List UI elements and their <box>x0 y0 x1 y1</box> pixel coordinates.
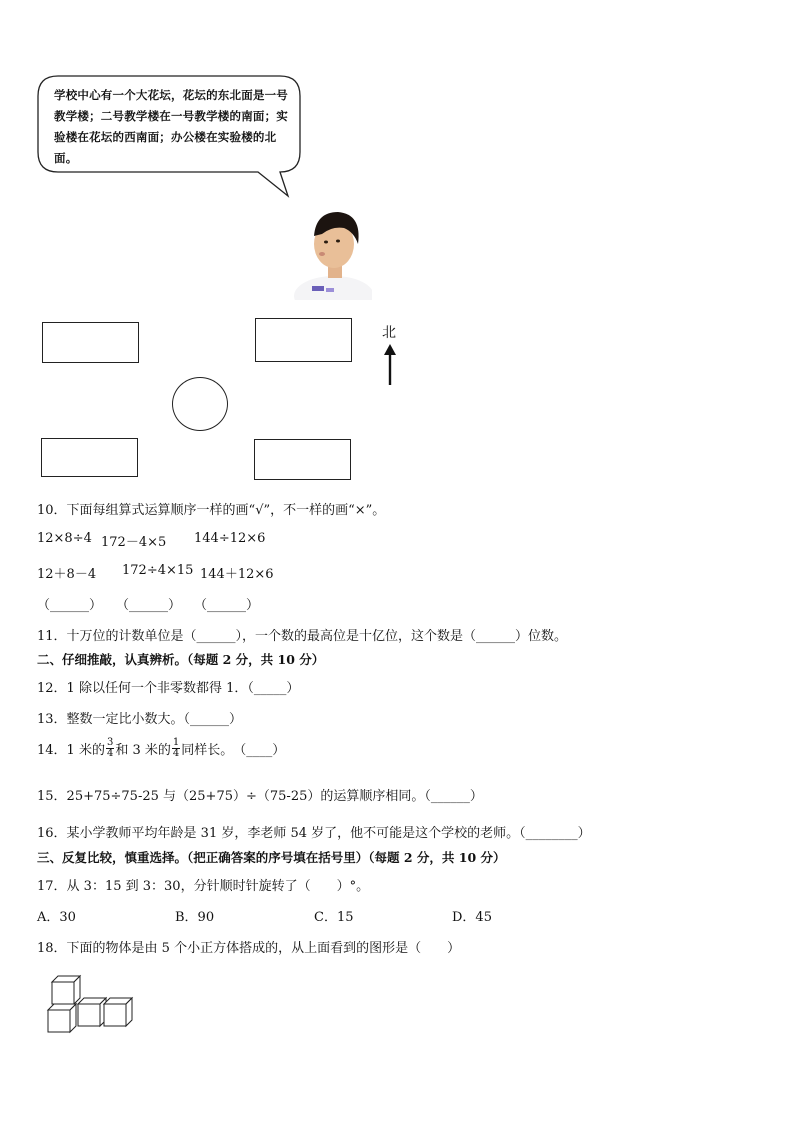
q17-option-c[interactable]: C．15 <box>314 910 354 925</box>
q17-text: 17．从 3：15 到 3：30，分针顺时针旋转了（ ）°。 <box>37 879 370 894</box>
building-box-northeast <box>255 318 352 362</box>
q10-row2-expr3: 144＋12×6 <box>200 567 274 582</box>
q10-row1-expr2: 172－4×5 <box>101 535 167 550</box>
q17-option-b[interactable]: B．90 <box>175 910 215 925</box>
q14-prefix: 14．1 米的 <box>37 743 105 758</box>
q10-blank-2[interactable]: （______） <box>116 598 182 613</box>
q10-row2-expr2: 172÷4×15 <box>122 563 194 578</box>
building-box-southwest <box>41 438 138 477</box>
q15-text: 15．25+75÷75-25 与（25+75）÷（75-25）的运算顺序相同。（______） <box>37 789 483 804</box>
cube-stack-figure <box>44 972 138 1038</box>
q14-fraction-2 <box>172 738 180 759</box>
building-box-northwest <box>42 322 139 363</box>
q10-row1-expr3: 144÷12×6 <box>194 531 266 546</box>
q14-suffix: 同样长。 （____） <box>181 743 286 758</box>
q10-blank-1[interactable]: （______） <box>37 598 103 613</box>
q18-text: 18．下面的物体是由 5 个小正方体搭成的，从上面看到的图形是（ ） <box>37 941 461 956</box>
q13-text: 13．整数一定比小数大。（______） <box>37 712 243 727</box>
q14-frac1-denominator: 4 <box>106 748 114 759</box>
q10-row1-expr1: 12×8÷4 <box>37 531 92 546</box>
q10-text: 10．下面每组算式运算顺序一样的画“√”，不一样的画“×”。 <box>37 503 386 518</box>
q16-text: 16．某小学教师平均年龄是 31 岁，李老师 54 岁了，他不可能是这个学校的老师。（________） <box>37 826 591 841</box>
q14-line <box>37 738 285 759</box>
q11-text: 11．十万位的计数单位是（______），一个数的最高位是十亿位，这个数是（______）位数。 <box>37 629 568 644</box>
q10-blank-3[interactable]: （______） <box>194 598 260 613</box>
section-3-title: 三、反复比较，慎重选择。（把正确答案的序号填在括号里）（每题 2 分，共 10 分） <box>37 850 506 865</box>
q17-option-d[interactable]: D．45 <box>452 910 492 925</box>
north-label: 北 <box>382 325 396 341</box>
q14-frac2-numerator: 1 <box>172 737 180 748</box>
speech-bubble-text: 学校中心有一个大花坛，花坛的东北面是一号教学楼；二号教学楼在一号教学楼的南面；实验楼在花坛的西南面；办公楼在实验楼的北面。 <box>54 88 288 165</box>
q14-middle: 和 3 米的 <box>115 743 171 758</box>
q17-option-a[interactable]: A．30 <box>37 910 76 925</box>
north-arrow-icon <box>383 344 397 386</box>
section-2-title: 二、仔细推敲，认真辨析。（每题 2 分，共 10 分） <box>37 652 325 667</box>
q14-frac1-numerator: 3 <box>106 737 114 748</box>
q14-fraction-1 <box>106 738 114 759</box>
q12-text: 12．1 除以任何一个非零数都得 1．（_____） <box>37 681 300 696</box>
boy-illustration <box>292 206 372 300</box>
building-box-southeast <box>254 439 351 480</box>
flower-bed-circle <box>172 377 228 431</box>
q14-frac2-denominator: 4 <box>172 748 180 759</box>
q10-row2-expr1: 12＋8－4 <box>37 567 97 582</box>
